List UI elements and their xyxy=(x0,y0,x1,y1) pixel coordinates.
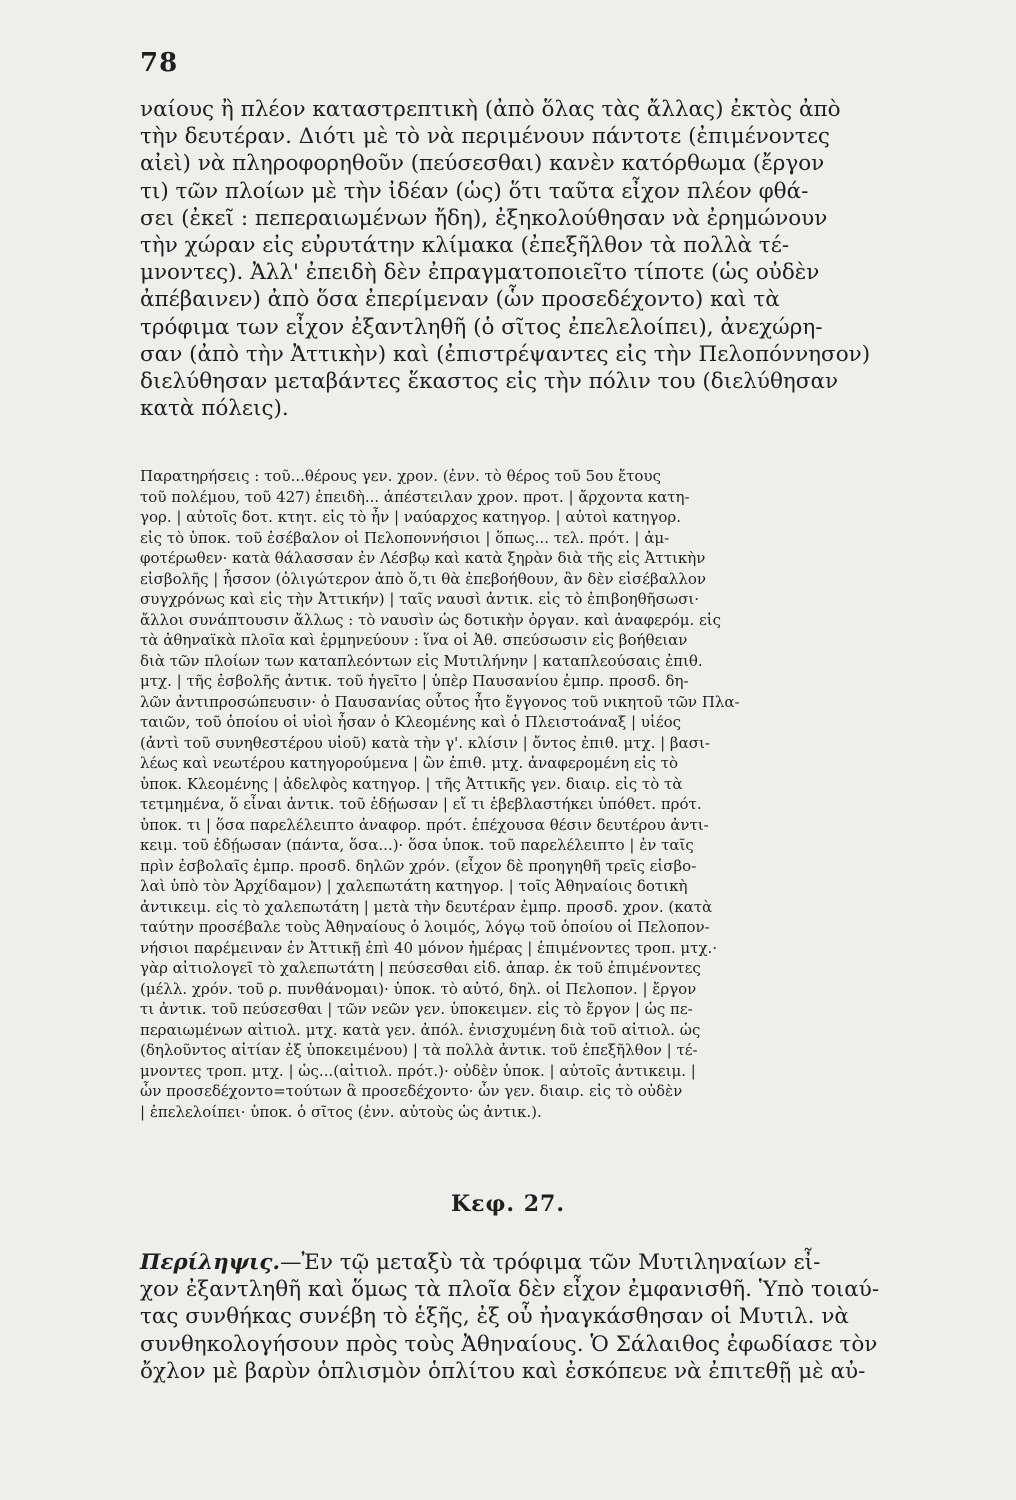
note-line: (ἀντὶ τοῦ συνηθεστέρου υἱοῦ) κατὰ τὴν γ'. κλίσιν | ὄντος ἐπιθ. μτχ. | βασι- xyxy=(140,733,710,752)
note-line: γορ. | αὐτοῖς δοτ. κτητ. εἰς τὸ ἦν | ναύαρχος κατηγορ. | αὐτοὶ κατηγορ. xyxy=(140,508,681,526)
main-line: διελύθησαν μεταβάντες ἕκαστος εἰς τὴν πόλιν του (διελύθησαν xyxy=(140,369,839,395)
main-line: αἰεὶ) νὰ πληροφορηθοῦν (πεύσεσθαι) κανὲν κατόρθωμα (ἔργον xyxy=(140,151,825,177)
summary-label: Περίληψις. xyxy=(140,1250,281,1275)
summary-line: τας συνθήκας συνέβη τὸ ἑξῆς, ἐξ οὗ ἠναγκάσθησαν οἱ Μυτιλ. νὰ xyxy=(140,1304,849,1330)
note-line: Παρατηρήσεις : τοῦ...θέρους γεν. χρον. (ἐνν. τὸ θέρος τοῦ 5ου ἔτους xyxy=(140,467,661,485)
note-line: τετμημένα, ὅ εἶναι ἀντικ. τοῦ ἐδῄωσαν | εἴ τι ἐβεβλαστήκει ὑπόθετ. πρότ. xyxy=(140,795,702,813)
note-line: ἀντικειμ. εἰς τὸ χαλεπωτάτη | μετὰ τὴν δευτέραν ἐμπρ. προσδ. χρον. (κατὰ xyxy=(140,897,713,916)
note-line: εἰς τὸ ὑποκ. τοῦ ἐσέβαλον οἱ Πελοποννήσιοι | ὅπως... τελ. πρότ. | ἀμ- xyxy=(140,528,670,547)
note-line: ταύτην προσέβαλε τοὺς Ἀθηναίους ὁ λοιμός, λόγῳ τοῦ ὁποίου οἱ Πελοπον- xyxy=(140,918,710,936)
note-line: ὑποκ. τι | ὅσα παρελέλειπτο ἀναφορ. πρότ. ἐπέχουσα θέσιν δευτέρου ἀντι- xyxy=(140,815,709,834)
summary-line: συνθηκολογήσουν πρὸς τοὺς Ἀθηναίους. Ὁ Σάλαιθος ἐφωδίασε τὸν xyxy=(140,1331,878,1357)
main-line: κατὰ πόλεις). xyxy=(140,396,289,422)
main-line: σαν (ἀπὸ τὴν Ἀττικὴν) καὶ (ἐπιστρέψαντες εἰς τὴν Πελοπόννησον) xyxy=(140,341,871,367)
note-line: νήσιοι παρέμειναν ἐν Ἀττικῇ ἐπὶ 40 μόνον ἡμέρας | ἐπιμένοντες τροπ. μτχ.· xyxy=(140,938,718,957)
main-line: τρόφιμα των εἶχον ἐξαντληθῆ (ὁ σῖτος ἐπελελοίπει), ἀνεχώρη- xyxy=(140,314,823,340)
note-line: διὰ τῶν πλοίων των καταπλεόντων εἰς Μυτιλήνην | καταπλεούσαις ἐπιθ. xyxy=(140,651,703,670)
summary-first-line: —Ἐν τῷ μεταξὺ τὰ τρόφιμα τῶν Μυτιληναίων εἶ- xyxy=(280,1250,821,1275)
grammar-notes xyxy=(140,466,966,1122)
note-line: λαὶ ὑπὸ τὸν Ἀρχίδαμον) | χαλεπωτάτη κατηγορ. | τοῖς Ἀθηναίοις δοτικὴ xyxy=(140,877,688,895)
note-line: (μέλλ. χρόν. τοῦ ρ. πυνθάνομαι)· ὑποκ. τὸ αὐτό, δηλ. οἱ Πελοπον. | ἔργον xyxy=(140,979,697,998)
note-line: περαιωμένων αἰτιολ. μτχ. κατὰ γεν. ἀπόλ. ἐνισχυμένη διὰ τοῦ αἰτιολ. ὡς xyxy=(140,1020,701,1039)
main-line: τι) τῶν πλοίων μὲ τὴν ἰδέαν (ὡς) ὅτι ταῦτα εἶχον πλέον φθά- xyxy=(140,178,809,204)
summary-paragraph xyxy=(140,1249,966,1385)
note-line: πρὶν ἐσβολαῖς ἐμπρ. προσδ. δηλῶν χρόν. (εἶχον δὲ προηγηθῆ τρεῖς εἰσβο- xyxy=(140,856,697,875)
note-line: ὧν προσεδέχοντο=τούτων ἃ προσεδέχοντο· ὧν γεν. διαιρ. εἰς τὸ οὐδὲν xyxy=(140,1082,683,1100)
main-line: ἀπέβαινεν) ἀπὸ ὅσα ἐπερίμεναν (ὧν προσεδέχοντο) καὶ τὰ xyxy=(140,287,780,313)
note-line: ἄλλοι συνάπτουσιν ἄλλως : τὸ ναυσὶν ὡς δοτικὴν ὀργαν. καὶ ἀναφερόμ. εἰς xyxy=(140,610,722,629)
note-line: γὰρ αἰτιολογεῖ τὸ χαλεπωτάτη | πεύσεσθαι εἰδ. ἀπαρ. ἐκ τοῦ ἐπιμένοντες xyxy=(140,959,701,977)
note-line: τοῦ πολέμου, τοῦ 427) ἐπειδὴ... ἀπέστειλαν χρον. προτ. | ἄρχοντα κατη- xyxy=(140,487,690,506)
main-line: τὴν δευτέραν. Διότι μὲ τὸ νὰ περιμένουν πάντοτε (ἐπιμένοντες xyxy=(140,124,830,150)
chapter-heading: Κεφ. 27. xyxy=(451,1191,565,1217)
note-line: ὑποκ. Κλεομένης | ἀδελφὸς κατηγορ. | τῆς Ἀττικῆς γεν. διαιρ. εἰς τὸ τὰ xyxy=(140,774,683,793)
note-line: κειμ. τοῦ ἐδῄωσαν (πάντα, ὅσα...)· ὅσα ὑποκ. τοῦ παρελέλειπτο | ἐν ταῖς xyxy=(140,836,694,854)
note-line: εἰσβολῆς | ἧσσον (ὀλιγώτερον ἀπὸ ὅ,τι θὰ ἐπεβοήθουν, ἂν δὲν εἰσέβαλλον xyxy=(140,569,707,588)
note-line: λέως καὶ νεωτέρου κατηγορούμενα | ὢν ἐπιθ. μτχ. ἀναφερομένη εἰς τὸ xyxy=(140,754,679,772)
note-line: τι ἀντικ. τοῦ πεύσεσθαι | τῶν νεῶν γεν. ὑποκειμεν. εἰς τὸ ἔργον | ὡς πε- xyxy=(140,1000,693,1018)
note-line: τὰ ἀθηναϊκὰ πλοῖα καὶ ἑρμηνεύουν : ἵνα οἱ Ἀθ. σπεύσωσιν εἰς βοήθειαν xyxy=(140,631,688,649)
note-line: ταιῶν, τοῦ ὁποίου οἱ υἱοὶ ἦσαν ὁ Κλεομένης καὶ ὁ Πλειστοάναξ | υἱέος xyxy=(140,713,682,731)
note-line: συγχρόνως καὶ εἰς τὴν Ἀττικήν) | ταῖς ναυσὶ ἀντικ. εἰς τὸ ἐπιβοηθῆσωσι· xyxy=(140,590,700,608)
page-number: 78 xyxy=(140,48,179,78)
note-line: φοτέρωθεν· κατὰ θάλασσαν ἐν Λέσβῳ καὶ κατὰ ξηρὰν διὰ τῆς εἰς Ἀττικὴν xyxy=(140,549,706,567)
main-paragraph xyxy=(140,96,966,422)
summary-line xyxy=(140,1249,966,1276)
note-line: μνοντες τροπ. μτχ. | ὡς...(αἰτιολ. πρότ.)· οὐδὲν ὑποκ. | αὐτοῖς ἀντικειμ. | xyxy=(140,1061,696,1080)
main-line: τὴν χώραν εἰς εὐρυτάτην κλίμακα (ἐπεξῆλθον τὰ πολλὰ τέ- xyxy=(140,233,790,259)
main-line: σει (ἐκεῖ : πεπεραιωμένων ἤδη), ἐξηκολούθησαν νὰ ἐρημώνουν xyxy=(140,205,828,231)
note-line: λῶν ἀντιπροσώπευσιν· ὁ Παυσανίας οὗτος ἦτο ἔγγονος τοῦ νικητοῦ τῶν Πλα- xyxy=(140,692,740,711)
main-line: μνοντες). Ἀλλ' ἐπειδὴ δὲν ἐπραγματοποιεῖτο τίποτε (ὡς οὐδὲν xyxy=(140,260,820,286)
main-line: ναίους ἢ πλέον καταστρεπτικὴ (ἀπὸ ὅλας τὰς ἄλλας) ἐκτὸς ἀπὸ xyxy=(140,97,841,122)
summary-line: ὄχλον μὲ βαρὺν ὁπλισμὸν ὁπλίτου καὶ ἐσκόπευε νὰ ἐπιτεθῇ μὲ αὐ- xyxy=(140,1358,866,1384)
note-line: μτχ. | τῆς ἐσβολῆς ἀντικ. τοῦ ἡγεῖτο | ὑπὲρ Παυσανίου ἐμπρ. προσδ. δη- xyxy=(140,672,689,690)
note-line: | ἐπελελοίπει· ὑποκ. ὁ σῖτος (ἐνν. αὐτοὺς ὡς ἀντικ.). xyxy=(140,1102,542,1121)
summary-line: χον ἐξαντληθῆ καὶ ὅμως τὰ πλοῖα δὲν εἶχον ἐμφανισθῆ. Ὑπὸ τοιαύ- xyxy=(140,1277,880,1303)
note-line: (δηλοῦντος αἰτίαν ἐξ ὑποκειμένου) | τὰ πολλὰ ἀντικ. τοῦ ἐπεξῆλθον | τέ- xyxy=(140,1041,698,1059)
